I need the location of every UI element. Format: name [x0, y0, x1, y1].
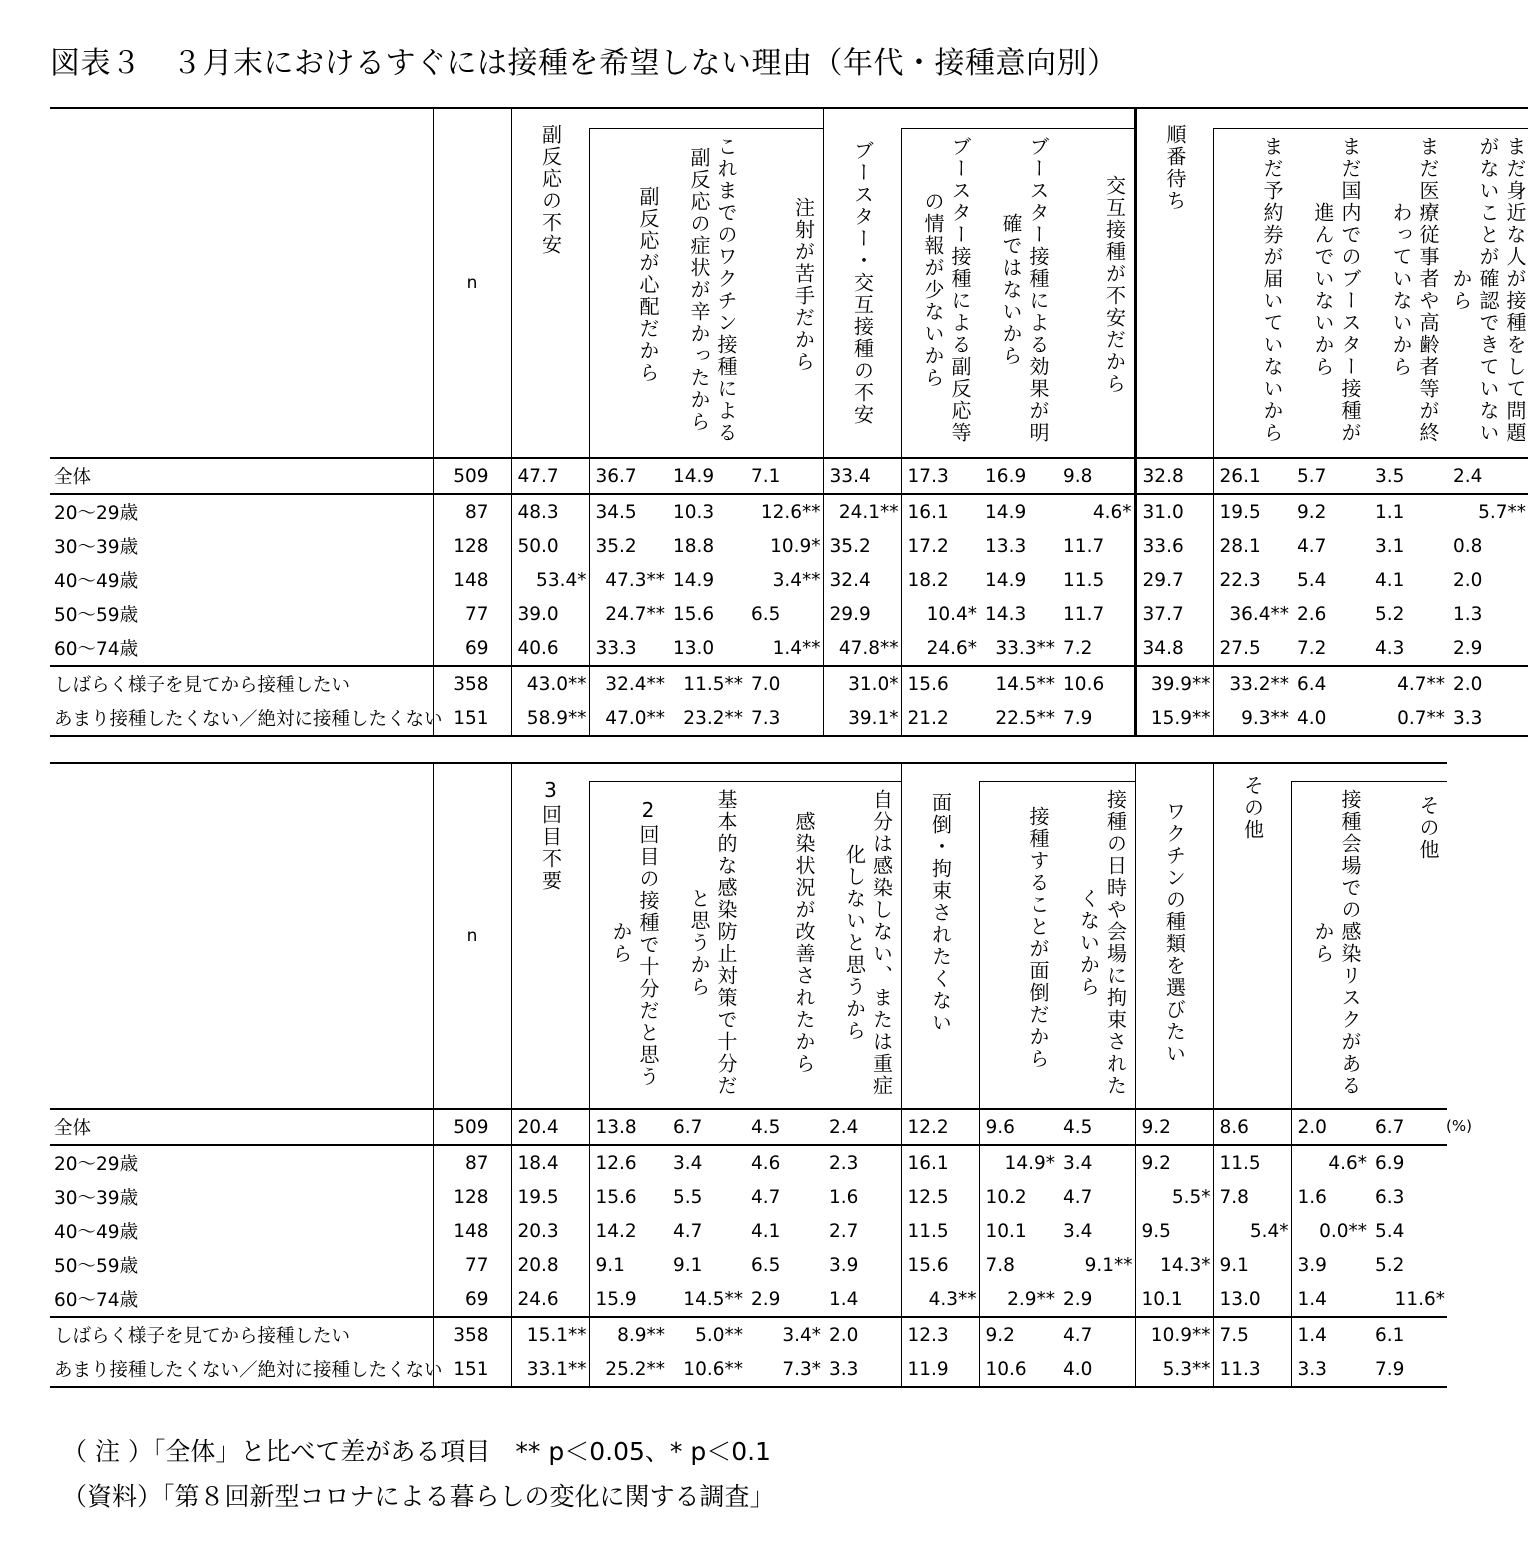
header-hassle-restraint: 面倒・拘束されたくない: [928, 792, 953, 1034]
value-cell: 8.6: [1213, 1109, 1291, 1145]
n-value: 77: [433, 1248, 511, 1282]
value-cell: 1.4**: [772, 637, 821, 659]
value-cell: 16.1: [901, 494, 979, 529]
n-header: n: [433, 108, 511, 458]
value-cell: 11.5: [901, 1214, 979, 1248]
n-value: 69: [433, 631, 511, 666]
value-cell: 9.8: [1057, 458, 1135, 494]
n-value: 69: [433, 1282, 511, 1317]
value-cell: 11.7: [1063, 603, 1105, 625]
value-cell: 9.2: [1135, 1145, 1213, 1180]
value-cell: 2.3: [829, 1152, 859, 1174]
header-situation-improved: 感染状況が改善されたから: [792, 810, 816, 1075]
value-cell: 28.1: [1213, 529, 1291, 563]
table-row: [50, 529, 1528, 563]
row-label: 20～29歳: [54, 1154, 139, 1175]
value-cell: 4.3**: [901, 1282, 979, 1317]
row-label: あまり接種したくない／絶対に接種したくない: [50, 1352, 433, 1387]
row-label: しばらく様子を見てから接種したい: [50, 1317, 433, 1352]
header-venue-infection-risk: 接種会場での感染リスクがあるから: [1311, 788, 1362, 1097]
value-cell: 4.6: [751, 1152, 781, 1174]
value-cell: 2.0: [1453, 569, 1483, 591]
value-cell: 5.0**: [667, 1317, 745, 1352]
value-cell: 6.1: [1369, 1317, 1447, 1352]
header-other: その他: [1416, 794, 1440, 861]
value-cell: 13.8: [589, 1109, 667, 1145]
row-label: あまり接種したくない／絶対に接種したくない: [50, 701, 433, 736]
value-cell: 11.9: [901, 1352, 979, 1387]
n-value: 509: [433, 458, 511, 494]
header-wait-for-others: まだ身近な人が接種をして問題がないことが確認できていないから: [1449, 135, 1528, 444]
value-cell: 14.5**: [979, 666, 1057, 701]
value-cell: 27.5: [1213, 631, 1291, 666]
value-cell: 4.6*: [1291, 1145, 1369, 1180]
value-cell: 5.2: [1375, 603, 1405, 625]
value-cell: 34.5: [589, 494, 667, 529]
value-cell: 9.6: [979, 1109, 1057, 1145]
value-cell: 19.5: [511, 1180, 589, 1214]
value-cell: 47.7: [511, 458, 589, 494]
value-cell: 1.4: [1291, 1317, 1369, 1352]
value-cell: 4.6*: [1092, 501, 1132, 523]
value-cell: 2.9: [1453, 637, 1483, 659]
value-cell: 2.4: [1447, 458, 1528, 494]
value-cell: 15.9**: [1135, 701, 1213, 736]
value-cell: 5.7: [1291, 458, 1369, 494]
value-cell: 14.2: [589, 1214, 667, 1248]
value-cell: 10.9**: [1135, 1317, 1213, 1352]
value-cell: 0.8: [1453, 535, 1483, 557]
value-cell: 4.7: [751, 1186, 781, 1208]
unit-label: (%): [1446, 1117, 1472, 1135]
value-cell: 35.2: [589, 529, 667, 563]
value-cell: 3.1: [1375, 535, 1405, 557]
value-cell: 1.3: [1453, 603, 1483, 625]
value-cell: 11.5: [1063, 569, 1105, 591]
value-cell: 11.6*: [1394, 1288, 1445, 1310]
value-cell: 7.3*: [745, 1352, 823, 1387]
value-cell: 33.6: [1135, 529, 1213, 563]
value-cell: 4.3: [1375, 637, 1405, 659]
value-cell: 9.2: [1135, 1109, 1213, 1145]
n-value: 151: [433, 701, 511, 736]
value-cell: 15.9: [589, 1282, 667, 1317]
value-cell: 2.9: [751, 1288, 781, 1310]
value-cell: 5.3**: [1135, 1352, 1213, 1387]
value-cell: 10.6: [979, 1352, 1057, 1387]
header-no-voucher: まだ予約券が届いていないから: [1260, 135, 1285, 444]
value-cell: 3.3: [1291, 1352, 1369, 1387]
value-cell: 6.3: [1375, 1186, 1405, 1208]
table-1-body: [50, 458, 1528, 736]
value-cell: 20.4: [511, 1109, 589, 1145]
value-cell: 1.4: [829, 1288, 859, 1310]
value-cell: 21.2: [901, 701, 979, 736]
value-cell: 14.9: [673, 569, 715, 591]
value-cell: 12.6**: [760, 501, 821, 523]
value-cell: 15.6: [901, 1248, 979, 1282]
value-cell: 33.4: [823, 458, 901, 494]
value-cell: 11.5**: [667, 666, 745, 701]
value-cell: 6.9: [1375, 1152, 1405, 1174]
significance-note: （ 注 ）「全体」と比べて差がある項目 ** p＜0.05、* p＜0.1: [62, 1437, 771, 1466]
value-cell: 39.1*: [823, 701, 901, 736]
value-cell: 7.8: [979, 1248, 1057, 1282]
value-cell: 39.0: [511, 597, 589, 631]
value-cell: 43.0**: [511, 666, 589, 701]
value-cell: 12.5: [901, 1180, 979, 1214]
value-cell: 14.9*: [979, 1145, 1057, 1180]
value-cell: 33.2**: [1213, 666, 1291, 701]
value-cell: 16.9: [979, 458, 1057, 494]
table-row: [50, 1109, 1447, 1145]
value-cell: 13.0: [1213, 1282, 1291, 1317]
value-cell: 20.8: [511, 1248, 589, 1282]
table-row: [50, 458, 1528, 494]
value-cell: 3.4: [1063, 1152, 1093, 1174]
table-row: [50, 1214, 1447, 1248]
value-cell: 3.5: [1369, 458, 1447, 494]
value-cell: 4.7: [673, 1220, 703, 1242]
row-label: 60～74歳: [54, 639, 139, 660]
header-two-doses-enough: 2回目の接種で十分だと思うから: [609, 797, 660, 1088]
value-cell: 11.5: [1213, 1145, 1291, 1180]
value-cell: 14.9: [667, 458, 745, 494]
value-cell: 4.7: [1297, 535, 1327, 557]
value-cell: 24.6*: [901, 631, 979, 666]
value-cell: 7.8: [1213, 1180, 1291, 1214]
value-cell: 31.0*: [823, 666, 901, 701]
value-cell: 7.9: [1369, 1352, 1447, 1387]
value-cell: 14.9: [985, 501, 1027, 523]
value-cell: 15.6: [673, 603, 715, 625]
value-cell: 5.5*: [1135, 1180, 1213, 1214]
row-label: 60～74歳: [54, 1290, 139, 1311]
value-cell: 15.6: [901, 666, 979, 701]
value-cell: 47.3**: [589, 563, 667, 597]
value-cell: 14.9: [985, 569, 1027, 591]
value-cell: 36.4**: [1213, 597, 1291, 631]
page-title: 図表３ ３月末におけるすぐには接種を希望しない理由（年代・接種意向別）: [50, 46, 1118, 81]
table-row: [50, 597, 1528, 631]
value-cell: 4.0: [1291, 701, 1369, 736]
value-cell: 9.2: [1297, 501, 1327, 523]
value-cell: 9.3**: [1213, 701, 1291, 736]
value-cell: 47.8**: [823, 631, 901, 666]
value-cell: 32.8: [1135, 458, 1213, 494]
header-booster-side-effect-info: ブースター接種による副反応等の情報が少ないから: [921, 135, 973, 444]
value-cell: 3.4**: [772, 569, 821, 591]
value-cell: 35.2: [823, 529, 901, 563]
n-value: 151: [433, 1352, 511, 1387]
value-cell: 33.3**: [995, 637, 1056, 659]
value-cell: 3.4: [673, 1152, 703, 1174]
value-cell: 24.6: [511, 1282, 589, 1317]
header-mixed-vaccination-anxiety: 交互接種が不安だから: [1102, 174, 1127, 395]
value-cell: 11.3: [1213, 1352, 1291, 1387]
row-label: 40～49歳: [54, 571, 139, 592]
value-cell: 1.6: [1291, 1180, 1369, 1214]
n-value: 87: [433, 494, 511, 529]
value-cell: 15.6: [589, 1180, 667, 1214]
row-label: 全体: [50, 458, 433, 494]
value-cell: 18.2: [901, 563, 979, 597]
value-cell: 0.7**: [1369, 701, 1447, 736]
row-label: 40～49歳: [54, 1222, 139, 1243]
value-cell: 14.3: [985, 603, 1027, 625]
value-cell: 37.7: [1135, 597, 1213, 631]
header-other-group: その他: [1240, 775, 1265, 841]
value-cell: 1.1: [1375, 501, 1405, 523]
table-row: [50, 1317, 1447, 1352]
value-cell: 10.9*: [770, 535, 821, 557]
value-cell: 13.0: [673, 637, 715, 659]
value-cell: 4.0: [1057, 1352, 1135, 1387]
value-cell: 5.7**: [1478, 501, 1527, 523]
value-cell: 6.7: [1369, 1109, 1447, 1145]
header-side-effect-anxiety: 副反応の不安: [538, 124, 563, 256]
table-row: [50, 563, 1528, 597]
value-cell: 11.7: [1063, 535, 1105, 557]
value-cell: 9.5: [1135, 1214, 1213, 1248]
row-label: 30～39歳: [54, 1188, 139, 1209]
n-value: 509: [433, 1109, 511, 1145]
n-value: 148: [433, 1214, 511, 1248]
value-cell: 8.9**: [589, 1317, 667, 1352]
header-booster-effect-unclear: ブースター接種による効果が明確ではないから: [999, 135, 1051, 444]
value-cell: 7.2: [1063, 637, 1093, 659]
value-cell: 4.7: [1063, 1186, 1093, 1208]
value-cell: 22.3: [1213, 563, 1291, 597]
value-cell: 33.3: [589, 631, 667, 666]
table-row: [50, 1352, 1447, 1387]
value-cell: 36.7: [589, 458, 667, 494]
row-label: 20～29歳: [54, 503, 139, 524]
value-cell: 2.0: [823, 1317, 901, 1352]
value-cell: 14.5**: [683, 1288, 743, 1310]
header-choose-vaccine: ワクチンの種類を選びたい: [1162, 801, 1187, 1065]
value-cell: 32.4**: [589, 666, 667, 701]
value-cell: 3.4*: [745, 1317, 823, 1352]
value-cell: 2.0: [1291, 1109, 1369, 1145]
header-third-dose-unneeded: 3回目不要: [538, 778, 563, 892]
table-row: [50, 1145, 1447, 1180]
value-cell: 6.5: [751, 603, 781, 625]
row-label: 50～59歳: [54, 605, 139, 626]
n-value: 358: [433, 1317, 511, 1352]
value-cell: 12.3: [901, 1317, 979, 1352]
value-cell: 9.1: [589, 1248, 667, 1282]
value-cell: 17.3: [901, 458, 979, 494]
value-cell: 10.4*: [901, 597, 979, 631]
value-cell: 15.1**: [511, 1317, 589, 1352]
header-worried-side-effects: 副反応が心配だから: [636, 185, 660, 384]
table-row: [50, 1180, 1447, 1214]
value-cell: 6.5: [751, 1254, 781, 1276]
value-cell: 29.9: [823, 597, 901, 631]
row-label: しばらく様子を見てから接種したい: [50, 666, 433, 701]
value-cell: 22.5**: [979, 701, 1057, 736]
value-cell: 48.3: [511, 494, 589, 529]
value-cell: 10.6**: [667, 1352, 745, 1387]
value-cell: 9.2: [979, 1317, 1057, 1352]
n-value: 87: [433, 1145, 511, 1180]
value-cell: 19.5: [1213, 494, 1291, 529]
value-cell: 10.2: [979, 1180, 1057, 1214]
value-cell: 5.4: [1375, 1220, 1405, 1242]
n-value: 148: [433, 563, 511, 597]
value-cell: 26.1: [1213, 458, 1291, 494]
table-row: [50, 631, 1528, 666]
value-cell: 31.0: [1135, 494, 1213, 529]
value-cell: 6.4: [1291, 666, 1369, 701]
value-cell: 3.9: [829, 1254, 859, 1276]
value-cell: 33.1**: [511, 1352, 589, 1387]
row-label: 全体: [50, 1109, 433, 1145]
value-cell: 16.1: [901, 1145, 979, 1180]
value-cell: 10.3: [673, 501, 715, 523]
value-cell: 14.3*: [1135, 1248, 1213, 1282]
value-cell: 53.4*: [511, 563, 589, 597]
value-cell: 3.3: [1447, 701, 1528, 736]
value-cell: 47.0**: [589, 701, 667, 736]
value-cell: 4.7: [1057, 1317, 1135, 1352]
value-cell: 2.7: [829, 1220, 859, 1242]
value-cell: 1.6: [829, 1186, 859, 1208]
n-header-2: n: [433, 763, 511, 1109]
header-vaccination-bothersome: 接種することが面倒だから: [1026, 805, 1050, 1070]
reasons-table-1: [50, 107, 1528, 737]
value-cell: 4.1: [751, 1220, 781, 1242]
value-cell: 3.3: [823, 1352, 901, 1387]
header-booster-anxiety: ブースター・交互接種の不安: [850, 140, 875, 426]
value-cell: 10.1: [979, 1214, 1057, 1248]
value-cell: 23.2**: [667, 701, 745, 736]
value-cell: 5.5: [673, 1186, 703, 1208]
value-cell: 58.9**: [511, 701, 589, 736]
table-row: [50, 1248, 1447, 1282]
value-cell: 4.7**: [1369, 666, 1447, 701]
value-cell: 7.2: [1297, 637, 1327, 659]
n-value: 128: [433, 529, 511, 563]
table-2-body: [50, 1109, 1447, 1387]
value-cell: 9.1: [673, 1254, 703, 1276]
row-label: 30～39歳: [54, 537, 139, 558]
value-cell: 7.5: [1213, 1317, 1291, 1352]
header-past-side-effects: これまでのワクチン接種による副反応の症状が辛かったから: [687, 135, 738, 444]
n-value: 77: [433, 597, 511, 631]
value-cell: 18.8: [673, 535, 715, 557]
value-cell: 18.4: [511, 1145, 589, 1180]
value-cell: 4.5: [745, 1109, 823, 1145]
table-row: [50, 666, 1528, 701]
value-cell: 7.0: [745, 666, 823, 701]
value-cell: 9.1**: [1084, 1254, 1133, 1276]
value-cell: 34.8: [1135, 631, 1213, 666]
value-cell: 17.2: [901, 529, 979, 563]
value-cell: 2.9: [1063, 1288, 1093, 1310]
value-cell: 10.6: [1057, 666, 1135, 701]
table-row: [50, 494, 1528, 529]
value-cell: 7.9: [1057, 701, 1135, 736]
value-cell: 2.9**: [979, 1282, 1057, 1317]
n-value: 128: [433, 1180, 511, 1214]
header-waiting-turn: 順番待ち: [1163, 124, 1188, 212]
value-cell: 24.1**: [823, 494, 901, 529]
value-cell: 20.3: [511, 1214, 589, 1248]
n-value: 358: [433, 666, 511, 701]
header-schedule-restraint: 接種の日時や会場に拘束されたくないから: [1076, 788, 1128, 1097]
value-cell: 29.7: [1135, 563, 1213, 597]
value-cell: 32.4: [823, 563, 901, 597]
value-cell: 50.0: [511, 529, 589, 563]
reasons-table-2: [50, 762, 1447, 1388]
table-row: [50, 701, 1528, 736]
header-dislike-injection: 注射が苦手だから: [791, 196, 816, 373]
value-cell: 24.7**: [589, 597, 667, 631]
value-cell: 2.6: [1297, 603, 1327, 625]
value-cell: 25.2**: [589, 1352, 667, 1387]
value-cell: 12.6: [589, 1145, 667, 1180]
row-label: 50～59歳: [54, 1256, 139, 1277]
value-cell: 3.9: [1291, 1248, 1369, 1282]
value-cell: 4.1: [1375, 569, 1405, 591]
value-cell: 6.7: [667, 1109, 745, 1145]
header-booster-not-progressing: まだ国内でのブースター接種が進んでいないから: [1311, 135, 1363, 444]
value-cell: 5.2: [1375, 1254, 1405, 1276]
source-note: （資料）「第８回新型コロナによる暮らしの変化に関する調査」: [62, 1482, 775, 1511]
value-cell: 9.1: [1213, 1248, 1291, 1282]
header-basic-measures-enough: 基本的な感染防止対策で十分だと思うから: [687, 788, 738, 1097]
value-cell: 13.3: [985, 535, 1027, 557]
value-cell: 39.9**: [1135, 666, 1213, 701]
value-cell: 4.5: [1057, 1109, 1135, 1145]
value-cell: 1.4: [1291, 1282, 1369, 1317]
value-cell: 10.1: [1135, 1282, 1213, 1317]
header-wont-get-infected: 自分は感染しない、または重症化しないと思うから: [842, 788, 894, 1097]
header-priority-groups-not-done: まだ医療従事者や高齢者等が終わっていないから: [1389, 135, 1441, 444]
table-row: [50, 1282, 1447, 1317]
value-cell: 7.3: [745, 701, 823, 736]
value-cell: 3.4: [1063, 1220, 1093, 1242]
value-cell: 12.2: [901, 1109, 979, 1145]
value-cell: 40.6: [511, 631, 589, 666]
value-cell: 5.4: [1297, 569, 1327, 591]
value-cell: 2.4: [823, 1109, 901, 1145]
value-cell: 5.4*: [1213, 1214, 1291, 1248]
value-cell: 2.0: [1447, 666, 1528, 701]
value-cell: 0.0**: [1291, 1214, 1369, 1248]
value-cell: 7.1: [745, 458, 823, 494]
